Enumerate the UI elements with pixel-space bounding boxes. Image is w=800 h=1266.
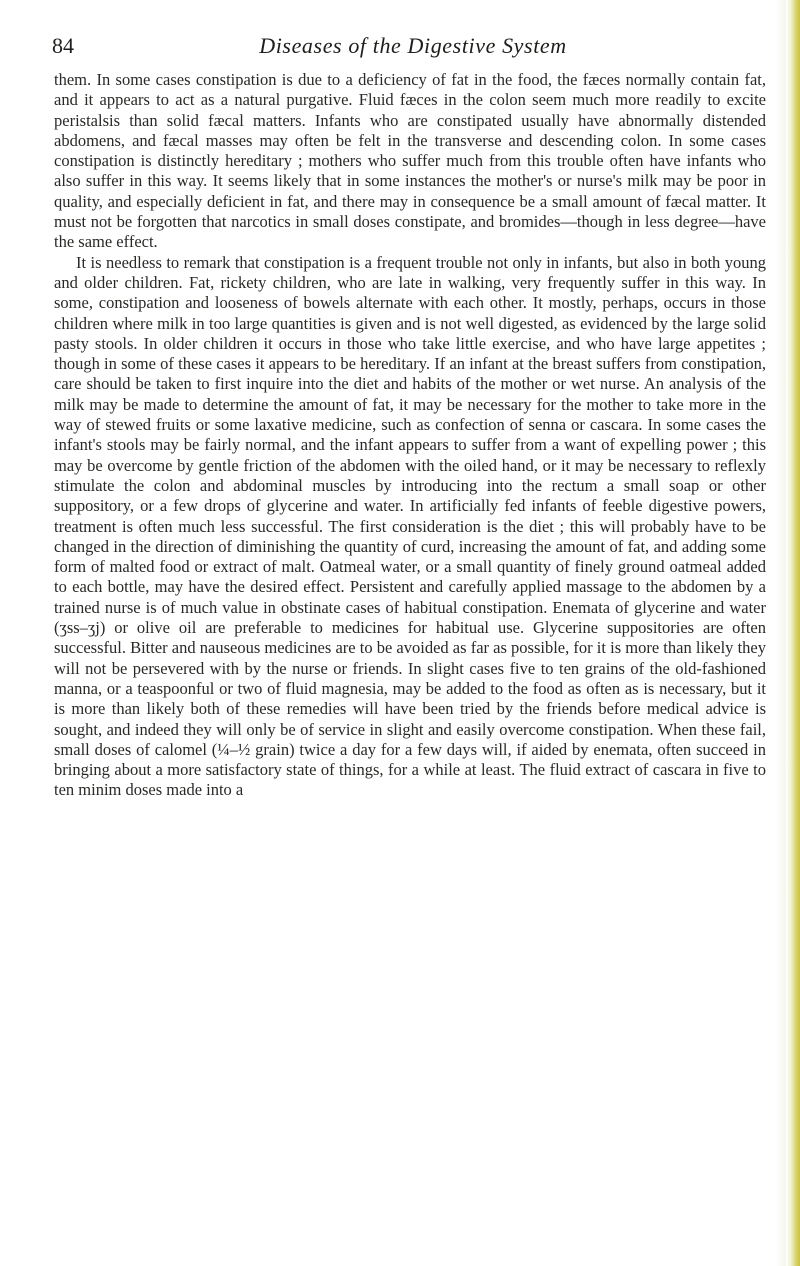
running-title: Diseases of the Digestive System bbox=[259, 33, 567, 58]
page-edge-stain bbox=[786, 0, 800, 1266]
page-header bbox=[52, 30, 774, 62]
page-number: 84 bbox=[52, 33, 74, 58]
paragraph-continuation: them. In some cases constipation is due to a deficiency of fat in the food, the fæces normally contain fat, and it appears to act as a natural purgative. Fluid fæces in the colon seem much more readily to excite peristalsis than solid fæcal matters. Infants who are constipated usually have abnormally distended abdomens, and fæcal masses may often be felt in the transverse and descending colon. In some cases constipation is distinctly hereditary ; mothers who suffer much from this trouble often have infants who also suffer in this way. It seems likely that in some instances the mother's or nurse's milk may be poor in quality, and especially deficient in fat, and there may in consequence be a small amount of fæcal matter. It must not be forgotten that narcotics in small doses constipate, and bromides—though in less degree—have the same effect. bbox=[54, 70, 766, 252]
paragraph: It is needless to remark that constipation is a frequent trouble not only in infants, but also in both young and older children. Fat, rickety children, who are late in walking, very frequently suffer in this way. In some, constipation and looseness of bowels alternate with each other. It mostly, perhaps, occurs in those children where milk in too large quantities is given and is not well digested, as evidenced by the large solid pasty stools. In older children it occurs in those who take little exercise, and who have large appetites ; though in some of these cases it appears to be hereditary. If an infant at the breast suffers from constipation, care should be taken to first inquire into the diet and habits of the mother or wet nurse. An analysis of the milk may be made to determine the amount of fat, it may be necessary for the mother to take more in the way of stewed fruits or some laxative medicine, such as confection of senna or cascara. In some cases the infant's stools may be fairly normal, and the infant appears to suffer from a want of expelling power ; this may be overcome by gentle friction of the abdomen with the oiled hand, or it may be necessary to reflexly stimulate the colon and abdominal muscles by introducing into the rectum a small soap or other suppository, or a few drops of glycerine and water. In artificially fed infants of feeble digestive powers, treatment is often much less successful. The first consideration is the diet ; this will probably have to be changed in the direction of diminishing the quantity of curd, increasing the amount of fat, and adding some form of malted food or extract of malt. Oatmeal water, or a small quantity of finely ground oatmeal added to each bottle, may have the desired effect. Persistent and carefully applied massage to the abdomen by a trained nurse is of much value in obstinate cases of habitual constipation. Enemata of glycerine and water (ʒss–ʒj) or olive oil are preferable to medicines for habitual use. Glycerine suppositories are often successful. Bitter and nauseous medicines are to be avoided as far as possible, for it is more than likely they will not be persevered with by the nurse or friends. In slight cases five to ten grains of the old-fashioned manna, or a teaspoonful or two of fluid magnesia, may be added to the food as often as is necessary, but it is more than likely both of these remedies will have been tried by the friends before medical advice is sought, and indeed they will only be of service in slight and easily overcome constipation. When these fail, small doses of calomel (¼–½ grain) twice a day for a few days will, if aided by enemata, often succeed in bringing about a more satisfactory state of things, for a while at least. The fluid extract of cascara in five to ten minim doses made into a bbox=[54, 252, 766, 800]
page-gutter-shadow bbox=[776, 0, 786, 1266]
body-text bbox=[54, 70, 766, 801]
